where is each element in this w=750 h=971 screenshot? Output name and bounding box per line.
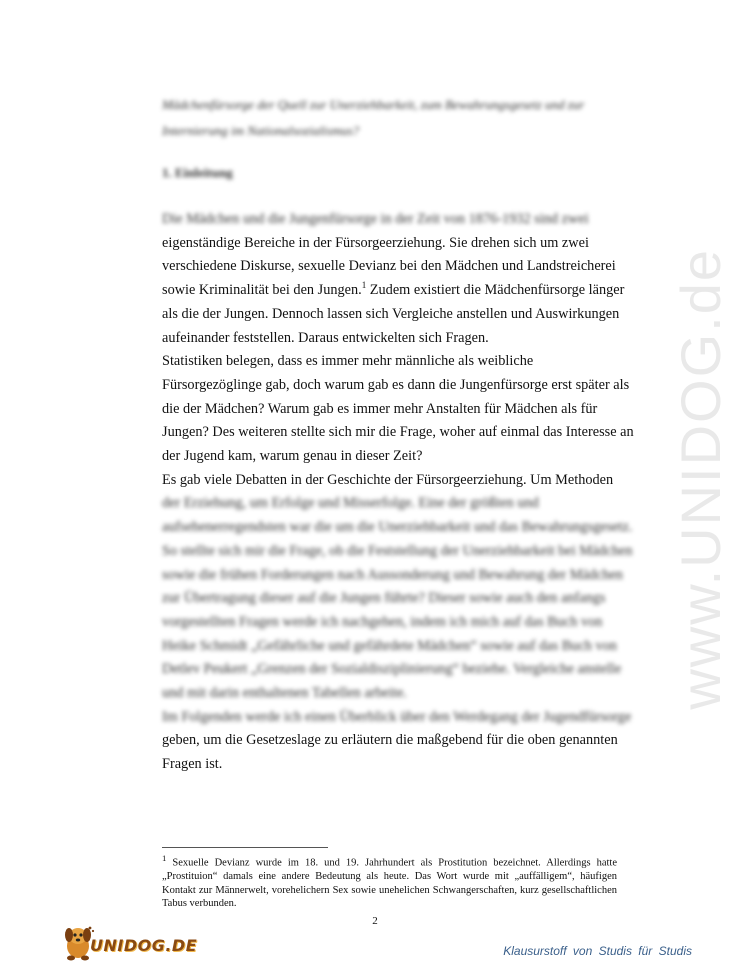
body-line: und mit darin enthaltenen Tabellen arbeite. (162, 685, 407, 702)
body-line: aufeinander feststellen. Daraus entwickelten sich Fragen. (162, 329, 489, 346)
body-line: geben, um die Gesetzeslage zu erläutern die maßgebend für die oben genannten (162, 732, 618, 749)
body-line: Statistiken belegen, dass es immer mehr männliche als weibliche (162, 353, 534, 370)
body-line: Fürsorgezöglinge gab, doch warum gab es dann die Jungenfürsorge erst später als (162, 376, 630, 393)
unidog-logo[interactable] (60, 920, 198, 964)
page-number: 2 (372, 915, 378, 927)
body-line: Im Folgenden werde ich einen Überblick über den Werdegang der Jugendfürsorge (162, 708, 632, 725)
body-line: der Erziehung, um Erfolge und Misserfolge. Eine der größten und (162, 495, 539, 512)
footnote-reference[interactable]: 1 (361, 280, 367, 291)
logo-text: UNIDOG.DE (90, 936, 198, 955)
body-line: Fragen ist. (162, 756, 223, 773)
body-line: aufsehenerregendsten war die um die Unerziehbarkeit und das Bewahrungsgesetz. (162, 519, 633, 536)
footnote-text: Sexuelle Devianz wurde im 18. und 19. Jahrhundert als Prostitution bezeichnet. Allerdings hatte „Prostituion“ damals eine andere Bedeutung als heute. Das Wort wurde mit „auffälligem“, häufigen Kontakt zur Männerwelt, vorehelichern Sex sowie unehelichen Schwangerschaften, kurz gesellschaftlichen Tabus verbunden. (162, 857, 618, 909)
body-line: Heike Schmidt „Gefährliche und gefährdete Mädchen“ sowie auf das Buch von (162, 637, 617, 654)
tagline: Klausurstoff von Studis für Studis (503, 944, 692, 958)
body-line: als die der Jungen. Dennoch lassen sich Vergleiche anstellen und Auswirkungen (162, 305, 620, 322)
body-line: Jungen? Des weiteren stellte sich mir die Frage, woher auf einmal das Interesse an (162, 424, 634, 441)
body-line: verschiedene Diskurse, sexuelle Devianz bei den Mädchen und Landstreicherei (162, 258, 616, 275)
watermark: www.UNIDOG.de (669, 248, 732, 710)
footnote-divider (162, 847, 328, 848)
section-heading: 1. Einleitung (162, 165, 233, 180)
body-line: sowie die frühen Forderungen nach Aussonderung und Bewahrung der Mädchen (162, 566, 623, 583)
body-line: vorgestellten Fragen werde ich nachgehen, indem ich mich auf das Buch von (162, 613, 603, 630)
body-line-part: Zudem existiert die Mädchenfürsorge länger (366, 282, 625, 299)
body-line-part: sowie Kriminalität bei den Jungen. (162, 282, 362, 299)
body-line: zur Übertragung dieser auf die Jungen führte? Dieser sowie auch den anfangs (162, 590, 606, 607)
body-line: So stellte sich mir die Frage, ob die Feststellung der Unerziehbarkeit bei Mädchen (162, 542, 633, 559)
body-line: Detlev Peukert „Grenzen der Sozialdisziplinierung“ beziehe. Vergleiche anstelle (162, 661, 622, 678)
body-line: eigenständige Bereiche in der Fürsorgeerziehung. Sie drehen sich um zwei (162, 234, 589, 251)
body-line: Die Mädchen und die Jungenfürsorge in der Zeit von 1876-1932 sind zwei (162, 211, 589, 227)
document-title: Mädchenfürsorge der Quell zur Unerziehbarkeit, zum Bewahrungsgesetz und zur Internierung im Nationalsozialismus? (162, 97, 585, 138)
footnote (162, 852, 617, 911)
body-line: der Jugend kam, warum genau in dieser Zeit? (162, 448, 423, 465)
body-text (162, 208, 634, 777)
body-line (162, 279, 634, 303)
body-line: die der Mädchen? Warum gab es immer mehr Anstalten für Mädchen als für (162, 400, 598, 417)
body-line: Es gab viele Debatten in der Geschichte der Fürsorgeerziehung. Um Methoden (162, 471, 614, 488)
footnote-marker: 1 (162, 853, 167, 863)
